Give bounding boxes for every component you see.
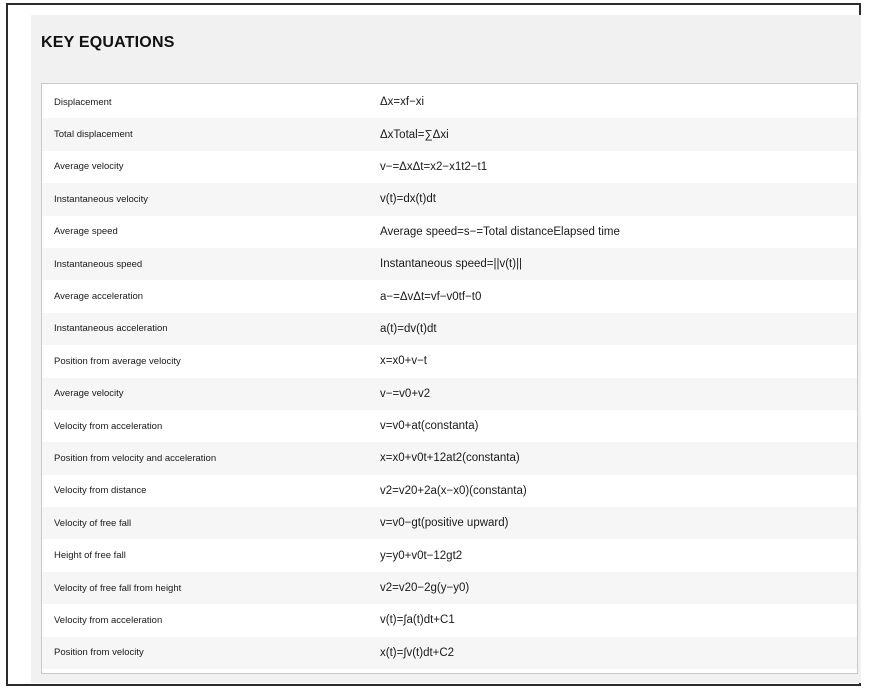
equation-row	[42, 313, 857, 345]
equation-row	[42, 539, 857, 571]
equation-row	[42, 572, 857, 604]
equation-row	[42, 86, 857, 118]
equation-formula: v=v0+at(constanta)	[380, 420, 479, 433]
equation-name: Instantaneous velocity	[54, 193, 149, 205]
equation-name: Position from velocity and acceleration	[54, 452, 217, 464]
equation-row	[42, 345, 857, 377]
equation-name: Instantaneous acceleration	[54, 323, 168, 335]
equation-row	[42, 118, 857, 150]
section-heading: KEY EQUATIONS	[41, 34, 175, 51]
equation-formula: a−=ΔvΔt=vf−v0tf−t0	[380, 290, 482, 303]
equation-formula: v2=v20+2a(x−x0)(constanta)	[380, 484, 527, 497]
equation-formula: x=x0+v−t	[380, 355, 427, 368]
equation-name: Velocity from acceleration	[54, 614, 163, 626]
equation-name: Velocity from distance	[54, 485, 147, 497]
equation-name: Velocity from acceleration	[54, 420, 163, 432]
equation-formula: v=v0−gt(positive upward)	[380, 517, 509, 530]
equation-row	[42, 378, 857, 410]
equation-name: Position from average velocity	[54, 355, 181, 367]
equation-name: Average velocity	[54, 161, 124, 173]
equation-formula: Δx=xf−xi	[380, 96, 425, 109]
equation-formula: v−=ΔxΔt=x2−x1t2−t1	[380, 160, 488, 173]
equation-row	[42, 442, 857, 474]
equation-formula: ΔxTotal=∑Δxi	[380, 128, 449, 141]
equation-row	[42, 410, 857, 442]
equation-row	[42, 248, 857, 280]
equation-formula: y=y0+v0t−12gt2	[380, 549, 463, 562]
equation-name: Total displacement	[54, 129, 133, 141]
equation-name: Position from velocity	[54, 647, 144, 659]
equation-row	[42, 183, 857, 215]
equation-name: Velocity of free fall	[54, 517, 132, 529]
equation-name: Displacement	[54, 96, 112, 108]
equation-formula: a(t)=dv(t)dt	[380, 322, 437, 335]
equation-row	[42, 637, 857, 669]
equation-name: Height of free fall	[54, 550, 126, 562]
equation-row	[42, 507, 857, 539]
equation-formula: Instantaneous speed=||v(t)||	[380, 258, 523, 271]
equation-row	[42, 280, 857, 312]
equation-formula: v2=v20−2g(y−y0)	[380, 582, 470, 595]
equation-name: Velocity of free fall from height	[54, 582, 182, 594]
equation-formula: x(t)=∫v(t)dt+C2	[380, 646, 455, 659]
equation-name: Average velocity	[54, 388, 124, 400]
equation-name: Average acceleration	[54, 291, 144, 303]
equation-row	[42, 151, 857, 183]
equation-formula: v(t)=∫a(t)dt+C1	[380, 614, 455, 627]
key-equations-panel	[31, 15, 861, 683]
equation-formula: v−=v0+v2	[380, 387, 431, 400]
equations-table	[41, 83, 858, 674]
equation-name: Average speed	[54, 226, 118, 238]
screenshot-frame	[6, 3, 861, 686]
equation-formula: v(t)=dx(t)dt	[380, 193, 436, 206]
equation-row	[42, 604, 857, 636]
equation-name: Instantaneous speed	[54, 258, 143, 270]
equation-row	[42, 216, 857, 248]
equation-formula: Average speed=s−=Total distanceElapsed time	[380, 225, 620, 238]
equation-formula: x=x0+v0t+12at2(constanta)	[380, 452, 520, 465]
equation-row	[42, 475, 857, 507]
